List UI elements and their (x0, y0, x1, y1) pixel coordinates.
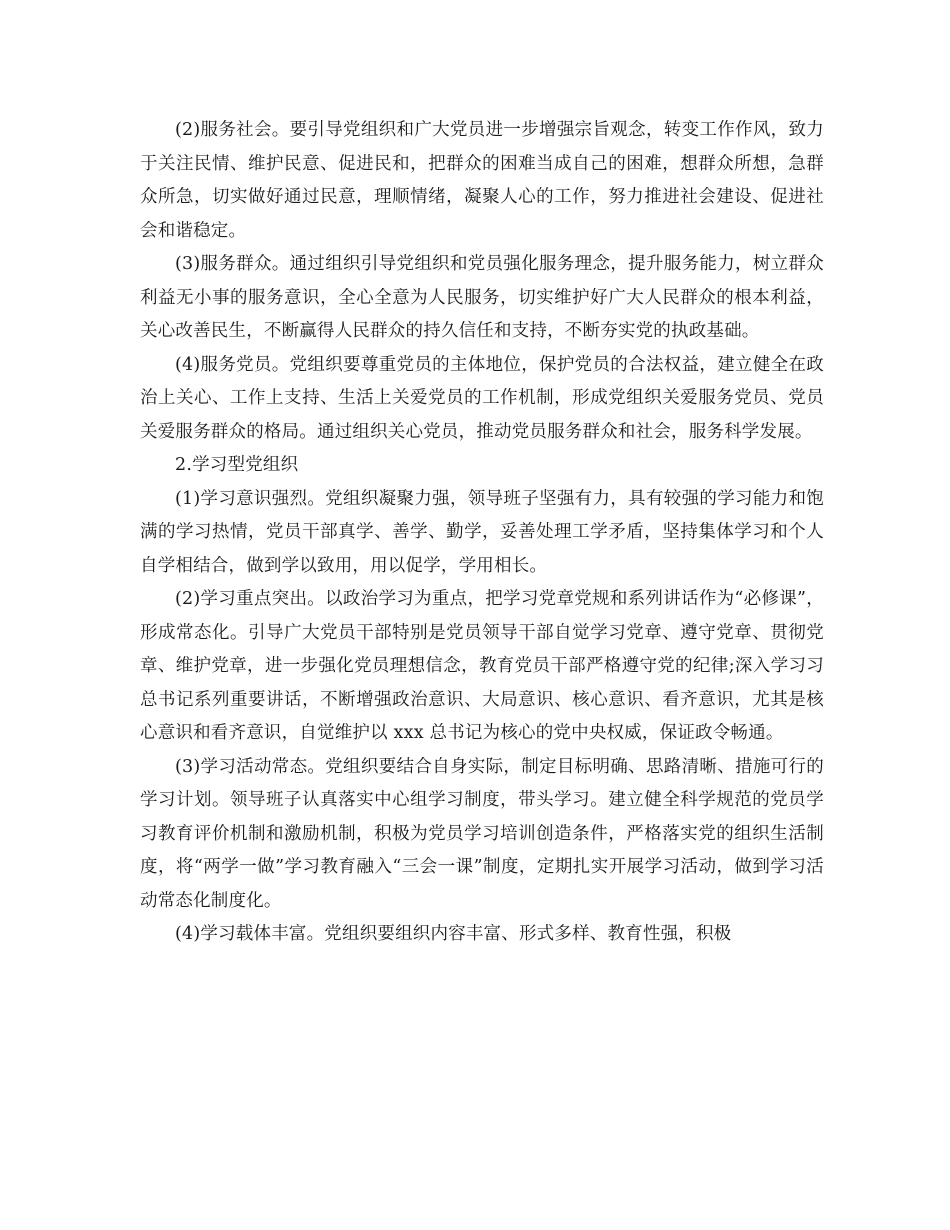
paragraph-learning-activities: (3)学习活动常态。党组织要结合自身实际，制定目标明确、思路清晰、措施可行的学习计划。领导班子认真落实中心组学习制度，带头学习。建立健全科学规范的党员学习教育评价机制和激励机制，积极为党员学习培训创造条件，严格落实党的组织生活制度，将“两学一做”学习教育融入“三会一课”制度，定期扎实开展学习活动，做到学习活动常态化制度化。 (140, 756, 824, 911)
section-heading-learning-party: 2.学习型党组织 (175, 455, 299, 475)
paragraph-serve-masses: (3)服务群众。通过组织引导党组织和党员强化服务理念，提升服务能力，树立群众利益无小事的服务意识，全心全意为人民服务，切实维护好广大人民群众的根本利益，关心改善民生，不断赢得人民群众的持久信任和支持，不断夯实党的执政基础。 (140, 254, 824, 341)
paragraph-learning-focus: (2)学习重点突出。以政治学习为重点，把学习党章党规和系列讲话作为“必修课”，形成常态化。引导广大党员干部特别是党员领导干部自觉学习党章、遵守党章、贯彻党章、维护党章，进一步强化党员理想信念，教育党员干部严格遵守党的纪律;深入学习习总书记系列重要讲话，不断增强政治意识、大局意识、核心意识、看齐意识，尤其是核心意识和看齐意识，自觉维护以 xxx 总书记为核心的党中央权威，保证政令畅通。 (140, 589, 824, 743)
paragraph-serve-society: (2)服务社会。要引导党组织和广大党员进一步增强宗旨观念，转变工作作风，致力于关注民情、维护民意、促进民和，把群众的困难当成自己的困难，想群众所想，急群众所急，切实做好通过民意，理顺情绪，凝聚人心的工作，努力推进社会建设、促进社会和谐稳定。 (140, 120, 824, 241)
paragraph-learning-carriers: (4)学习载体丰富。党组织要组织内容丰富、形式多样、教育性强，积极 (175, 924, 732, 944)
paragraph-learning-awareness: (1)学习意识强烈。党组织凝聚力强，领导班子坚强有力，具有较强的学习能力和饱满的学习热情，党员干部真学、善学、勤学，妥善处理工学矛盾，坚持集体学习和个人自学相结合，做到学以致用，用以促学，学用相长。 (140, 488, 824, 576)
document-body (140, 114, 824, 952)
paragraph-serve-members: (4)服务党员。党组织要尊重党员的主体地位，保护党员的合法权益，建立健全在政治上关心、工作上支持、生活上关爱党员的工作机制，形成党组织关爱服务党员、党员关爱服务群众的格局。通过组织关心党员，推动党员服务群众和社会，服务科学发展。 (140, 354, 824, 442)
